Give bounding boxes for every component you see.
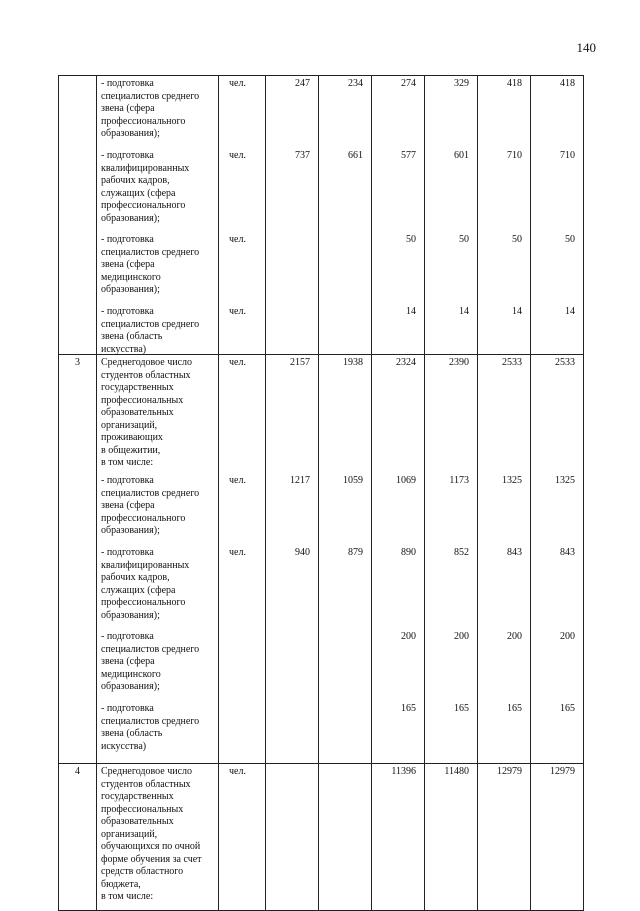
indicator-value [269,306,310,352]
indicator-value: 14 [512,306,522,317]
indicator-value: 274 [401,78,416,89]
value-cell-year-3 [372,76,425,355]
indicator-value: 329 [454,78,469,89]
indicator-value: 200 [401,631,416,642]
value-cell-year-1 [266,355,319,764]
indicator-value [269,766,310,908]
indicator-value: 12979 [497,766,522,777]
indicator-value [322,306,363,352]
indicator-value: 737 [295,150,310,161]
value-cell-year-2 [319,355,372,764]
value-cell-year-6 [531,76,584,355]
value-cell-year-2 [319,764,372,911]
indicator-value: 165 [401,703,416,714]
indicator-description-cell [97,355,219,764]
unit-cell [219,355,266,764]
indicator-value: 165 [454,703,469,714]
indicator-value: 247 [295,78,310,89]
indicator-value: 710 [507,150,522,161]
indicator-value: 843 [560,547,575,558]
value-cell-year-6 [531,355,584,764]
value-cell-year-4 [425,76,478,355]
indicator-value: 2157 [290,357,310,368]
unit-of-measure: чел. [229,547,246,558]
table-row [59,764,584,911]
page-number: 140 [576,40,596,55]
value-cell-year-5 [478,355,531,764]
indicator-value: 661 [348,150,363,161]
indicator-value: 1325 [502,475,522,486]
value-cell-year-3 [372,764,425,911]
table-row [59,76,584,355]
indicator-value: 1938 [343,357,363,368]
indicator-value: 11396 [391,766,416,777]
indicator-value: 577 [401,150,416,161]
indicator-value: 879 [348,547,363,558]
unit-of-measure: чел. [229,150,246,161]
row-number: 3 [59,355,97,764]
value-cell-year-4 [425,764,478,911]
row-number [59,76,97,355]
indicator-value: 11480 [444,766,469,777]
value-cell-year-1 [266,764,319,911]
indicator-description: - подготовка специалистов среднего звена (сфера профессионального образования); [101,475,200,536]
indicator-value: 200 [454,631,469,642]
indicator-value: 200 [507,631,522,642]
indicator-value: 50 [406,234,416,245]
unit-of-measure: чел. [229,234,246,245]
indicator-value [269,234,310,306]
value-cell-year-4 [425,355,478,764]
indicator-description: - подготовка квалифицированных рабочих кадров, служащих (сфера профессионального образования); [101,547,190,621]
indicator-value: 1173 [449,475,469,486]
indicator-value: 165 [560,703,575,714]
unit-of-measure: чел. [229,766,246,777]
indicator-description: - подготовка квалифицированных рабочих кадров, служащих (сфера профессионального образования); [101,150,190,224]
indicator-value: 50 [459,234,469,245]
unit-of-measure: чел. [229,306,246,317]
indicator-value: 1217 [290,475,310,486]
value-cell-year-5 [478,764,531,911]
indicator-value: 14 [406,306,416,317]
indicator-description: - подготовка специалистов среднего звена (область искусства) [101,703,200,752]
indicator-value: 200 [560,631,575,642]
indicator-value: 710 [560,150,575,161]
indicator-description: Среднегодовое число студентов областных государственных профессиональных образовательных организаций, проживающих в общежитии, в том числе: [101,357,193,468]
indicator-value: 14 [565,306,575,317]
indicator-value [322,766,363,908]
indicator-value [269,631,310,703]
indicator-description-cell [97,764,219,911]
value-cell-year-5 [478,76,531,355]
indicator-value: 890 [401,547,416,558]
unit-of-measure: чел. [229,357,246,368]
table-row [59,355,584,764]
indicator-value [322,234,363,306]
indicator-value: 418 [507,78,522,89]
indicator-value: 2533 [502,357,522,368]
indicator-description-cell [97,76,219,355]
indicator-description: - подготовка специалистов среднего звена (сфера медицинского образования); [101,234,200,295]
indicator-value: 50 [565,234,575,245]
indicator-value: 2390 [449,357,469,368]
indicator-value: 1059 [343,475,363,486]
value-cell-year-3 [372,355,425,764]
table-body [59,76,584,911]
indicator-value: 1325 [555,475,575,486]
indicator-value: 418 [560,78,575,89]
indicator-value: 2324 [396,357,416,368]
value-cell-year-2 [319,76,372,355]
unit-cell [219,76,266,355]
indicator-value [269,703,310,761]
indicator-value: 2533 [555,357,575,368]
indicator-description: - подготовка специалистов среднего звена (сфера профессионального образования); [101,78,200,139]
indicator-value: 843 [507,547,522,558]
indicator-value: 165 [507,703,522,714]
value-cell-year-6 [531,764,584,911]
indicator-description: - подготовка специалистов среднего звена (сфера медицинского образования); [101,631,200,692]
unit-of-measure: чел. [229,78,246,89]
indicator-value: 14 [459,306,469,317]
indicator-description: Среднегодовое число студентов областных государственных профессиональных образовательных организаций, обучающихся по очной форме обучения за счет средств областного бюджета, в том числе: [101,766,202,902]
unit-of-measure [229,631,262,703]
indicator-value: 940 [295,547,310,558]
indicator-value [322,703,363,761]
row-number: 4 [59,764,97,911]
indicator-value: 601 [454,150,469,161]
indicator-value: 1069 [396,475,416,486]
indicator-value: 234 [348,78,363,89]
indicator-value: 12979 [550,766,575,777]
indicator-description: - подготовка специалистов среднего звена (область искусства) [101,306,200,355]
indicator-value: 50 [512,234,522,245]
indicators-table [58,75,584,911]
indicator-value [322,631,363,703]
unit-cell [219,764,266,911]
indicator-value: 852 [454,547,469,558]
unit-of-measure [229,703,262,761]
unit-of-measure: чел. [229,475,246,486]
value-cell-year-1 [266,76,319,355]
